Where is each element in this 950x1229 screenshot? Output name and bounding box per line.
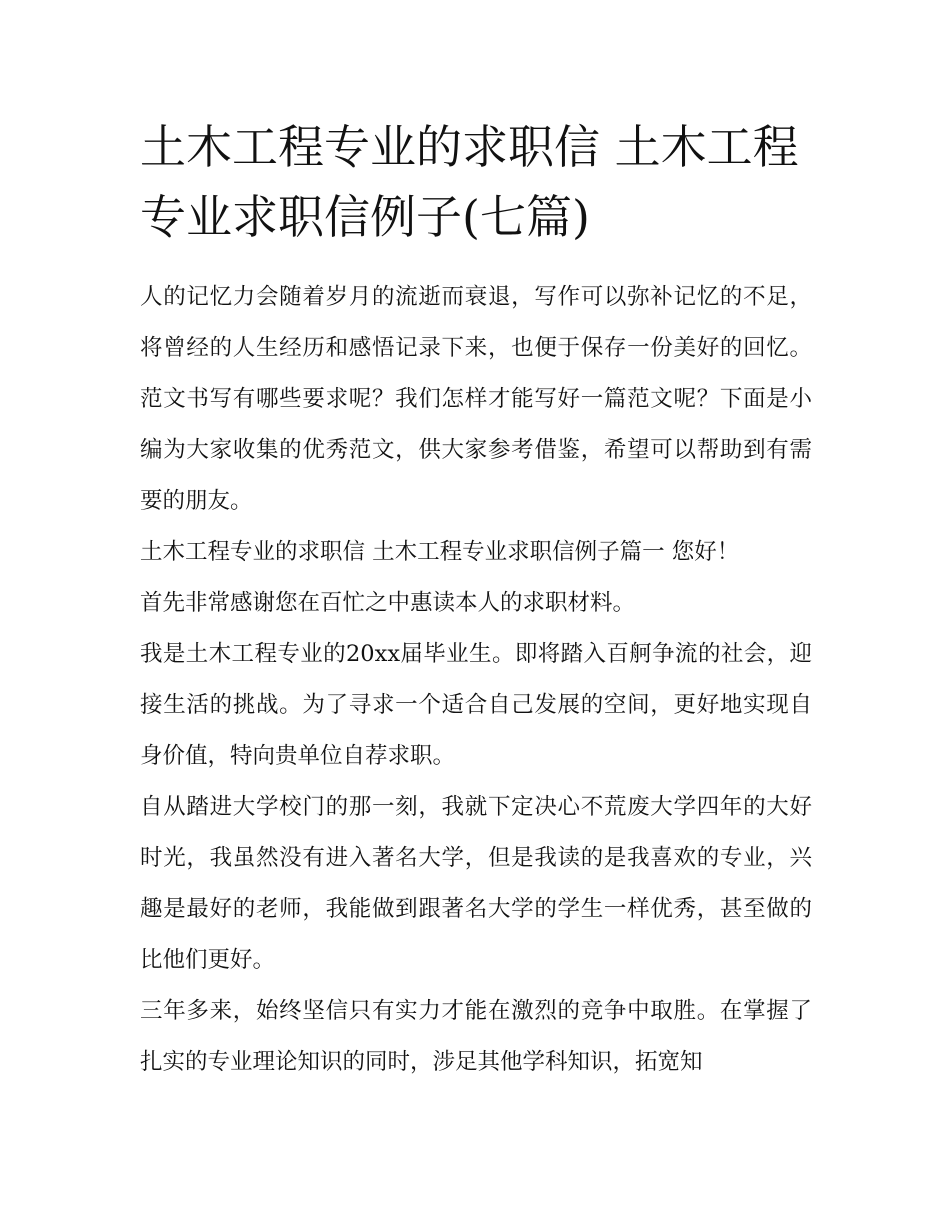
document-body [140,272,812,1088]
paragraph-thanks: 首先非常感谢您在百忙之中惠读本人的求职材料。 [140,590,636,616]
document-content [140,112,812,1088]
paragraph-experience: 三年多来，始终坚信只有实力才能在激烈的竞争中取胜。在掌握了扎实的专业理论知识的同时，涉足其他学科知识，拓宽知 [140,998,812,1075]
paragraph-self-intro: 我是土木工程专业的20xx届毕业生。即将踏入百舸争流的社会，迎接生活的挑战。为了寻求一个适合自己发展的空间，更好地实现自身价值，特向贵单位自荐求职。 [140,641,812,769]
paragraph-intro: 人的记忆力会随着岁月的流逝而衰退，写作可以弥补记忆的不足，将曾经的人生经历和感悟记录下来，也便于保存一份美好的回忆。范文书写有哪些要求呢？我们怎样才能写好一篇范文呢？下面是小编为大家收集的优秀范文，供大家参考借鉴，希望可以帮助到有需要的朋友。 [140,284,812,514]
paragraph-heading-greeting: 土木工程专业的求职信 土木工程专业求职信例子篇一 您好！ [140,539,740,565]
document-title: 土木工程专业的求职信 土木工程专业求职信例子(七篇) [140,120,799,244]
paragraph-university: 自从踏进大学校门的那一刻，我就下定决心不荒废大学四年的大好时光，我虽然没有进入著名大学，但是我读的是我喜欢的专业，兴趣是最好的老师，我能做到跟著名大学的学生一样优秀，甚至做的比他们更好。 [140,794,812,973]
